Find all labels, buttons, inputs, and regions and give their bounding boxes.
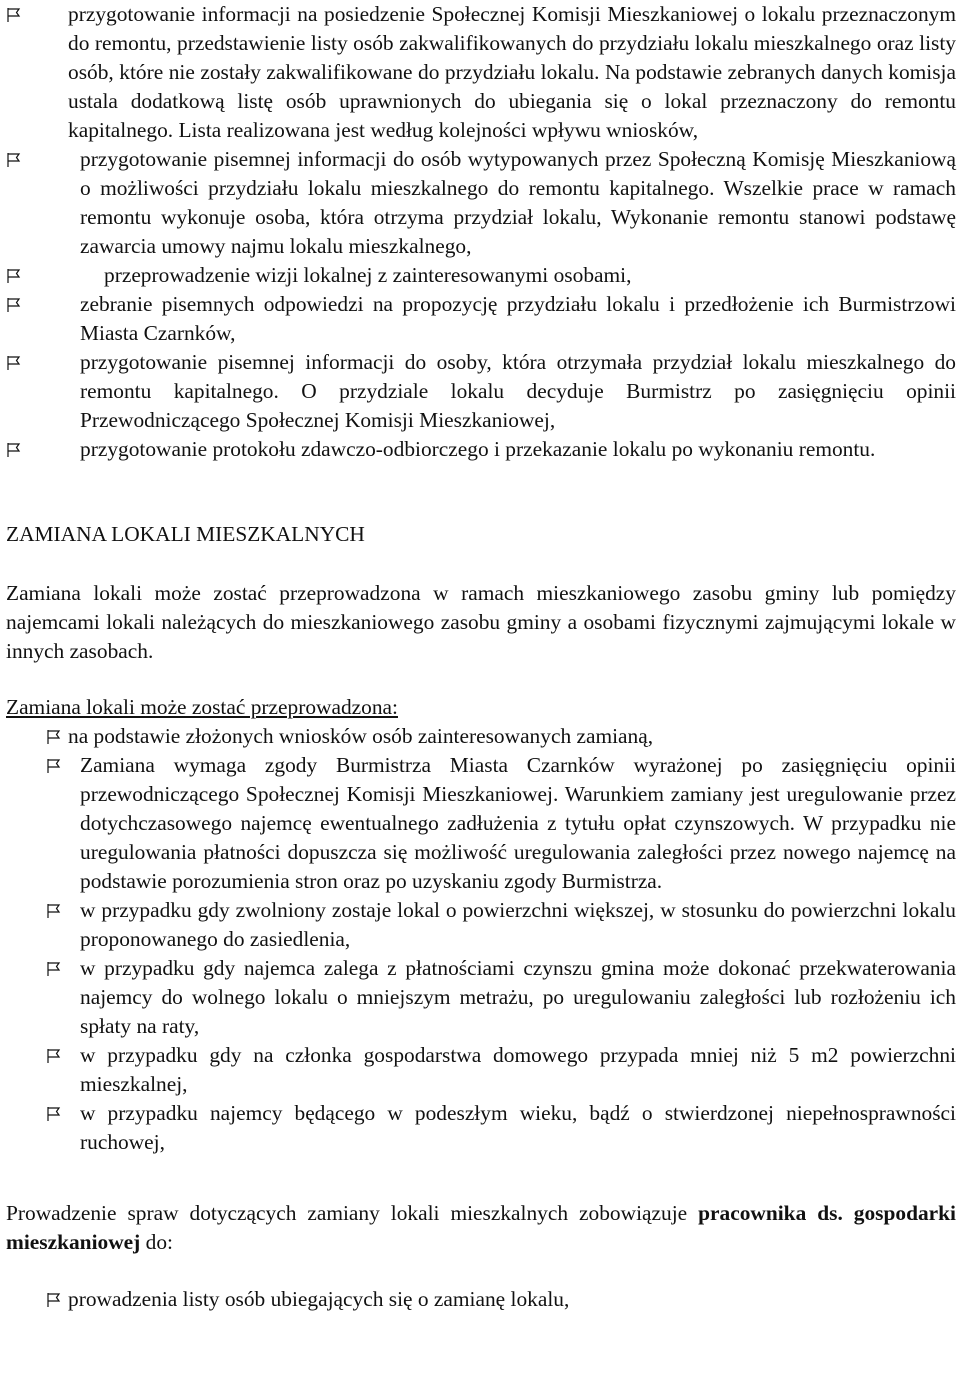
list-item-text: przygotowanie protokołu zdawczo-odbiorczego i przekazanie lokalu po wykonaniu remontu. xyxy=(80,437,876,461)
closing-text-bold: pracownika ds. gospodarki mieszkaniowej xyxy=(6,1201,957,1254)
closing-text-before: Prowadzenie spraw dotyczących zamiany lokali mieszkalnych zobowiązuje xyxy=(6,1201,699,1225)
list-item xyxy=(6,290,956,348)
flag-outline-icon xyxy=(6,145,32,174)
bullet-list-duties xyxy=(6,1285,956,1314)
list-item-text: przeprowadzenie wizji lokalnej z zainteresowanymi osobami, xyxy=(104,263,632,287)
bullet-list-procedure xyxy=(6,0,956,464)
closing-text-after: do: xyxy=(140,1230,173,1254)
flag-outline-icon xyxy=(6,0,32,29)
list-item xyxy=(6,0,956,145)
list-item xyxy=(6,1099,956,1157)
flag-outline-icon xyxy=(46,1285,72,1314)
list-item xyxy=(6,261,956,290)
list-item-text: zebranie pisemnych odpowiedzi na propozycję przydziału lokalu i przedłożenie ich Burmistrzowi Miasta Czarnków, xyxy=(80,292,956,345)
list-item xyxy=(6,435,956,464)
list-item-text: przygotowanie pisemnej informacji do osoby, która otrzymała przydział lokalu mieszkalnego do remontu kapitalnego. O przydziale lokalu decyduje Burmistrz po zasięgnięciu opinii Przewodniczącego Społecznej Komisji Mieszkaniowej, xyxy=(80,350,956,432)
flag-outline-icon xyxy=(46,896,72,925)
flag-outline-icon xyxy=(46,954,72,983)
list-item xyxy=(6,954,956,1041)
flag-outline-icon xyxy=(6,261,32,290)
flag-outline-icon xyxy=(46,1041,72,1070)
section-heading: ZAMIANA LOKALI MIESZKALNYCH xyxy=(6,522,365,546)
list-item xyxy=(6,751,956,896)
list-item-text: w przypadku najemcy będącego w podeszłym wieku, bądź o stwierdzonej niepełnosprawności ruchowej, xyxy=(80,1101,956,1154)
list-subheading: Zamiana lokali może zostać przeprowadzona: xyxy=(6,695,398,719)
list-item-text: na podstawie złożonych wniosków osób zainteresowanych zamianą, xyxy=(68,724,654,748)
flag-outline-icon xyxy=(6,348,32,377)
intro-paragraph: Zamiana lokali może zostać przeprowadzona w ramach mieszkaniowego zasobu gminy lub pomiędzy najemcami lokali należących do mieszkaniowego zasobu gminy a osobami fizycznymi zajmującymi lokale w innych zasobach. xyxy=(6,581,956,663)
document-page xyxy=(6,0,956,1314)
closing-paragraph xyxy=(6,1199,956,1257)
list-item-text: w przypadku gdy zwolniony zostaje lokal o powierzchni większej, w stosunku do powierzchni lokalu proponowanego do zasiedlenia, xyxy=(80,898,956,951)
list-item-text: przygotowanie informacji na posiedzenie Społecznej Komisji Mieszkaniowej o lokalu przeznaczonym do remontu, przedstawienie listy osób zakwalifikowanych do przydziału lokalu mieszkalnego oraz listy osób, które nie zostały zakwalifikowane do przydziału lokalu. Na podstawie zebranych danych komisja ustala dodatkową listę osób uprawnionych do ubiegania się o lokal przeznaczony do remontu kapitalnego. Lista realizowana jest według kolejności wpływu wniosków, xyxy=(68,2,956,142)
list-item xyxy=(6,348,956,435)
list-item xyxy=(6,1041,956,1099)
list-item-text: w przypadku gdy najemca zalega z płatnościami czynszu gmina może dokonać przekwaterowania najemcy do wolnego lokalu o mniejszym metrażu, po uregulowaniu zaległości lub rozłożeniu ich spłaty na raty, xyxy=(80,956,956,1038)
flag-outline-icon xyxy=(46,1099,72,1128)
flag-outline-icon xyxy=(6,435,32,464)
flag-outline-icon xyxy=(46,722,72,751)
list-item xyxy=(6,145,956,261)
list-item-text: przygotowanie pisemnej informacji do osób wytypowanych przez Społeczną Komisję Mieszkaniową o możliwości przydziału lokalu mieszkalnego do remontu kapitalnego. Wszelkie prace w ramach remontu wykonuje osoba, która otrzyma przydział lokalu, Wykonanie remontu stanowi podstawę zawarcia umowy najmu lokalu mieszkalnego, xyxy=(80,147,956,258)
list-item xyxy=(6,896,956,954)
flag-outline-icon xyxy=(6,290,32,319)
list-item-text: Zamiana wymaga zgody Burmistrza Miasta Czarnków wyrażonej po zasięgnięciu opinii przewodniczącego Społecznej Komisji Mieszkaniowej. Warunkiem zamiany jest uregulowanie przez dotychczasowego najemcę ewentualnego zadłużenia z tytułu opłat czynszowych. W przypadku nie uregulowania płatności dopuszcza się możliwość uregulowania zaległości przez nowego najemcę na podstawie porozumienia stron oraz po uzyskaniu zgody Burmistrza. xyxy=(80,753,956,893)
list-item xyxy=(6,722,956,751)
bullet-list-exchange xyxy=(6,722,956,1157)
list-item-text: w przypadku gdy na członka gospodarstwa domowego przypada mniej niż 5 m2 powierzchni mieszkalnej, xyxy=(80,1043,956,1096)
list-item xyxy=(6,1285,956,1314)
list-item-text: prowadzenia listy osób ubiegających się o zamianę lokalu, xyxy=(68,1287,570,1311)
flag-outline-icon xyxy=(46,751,72,780)
